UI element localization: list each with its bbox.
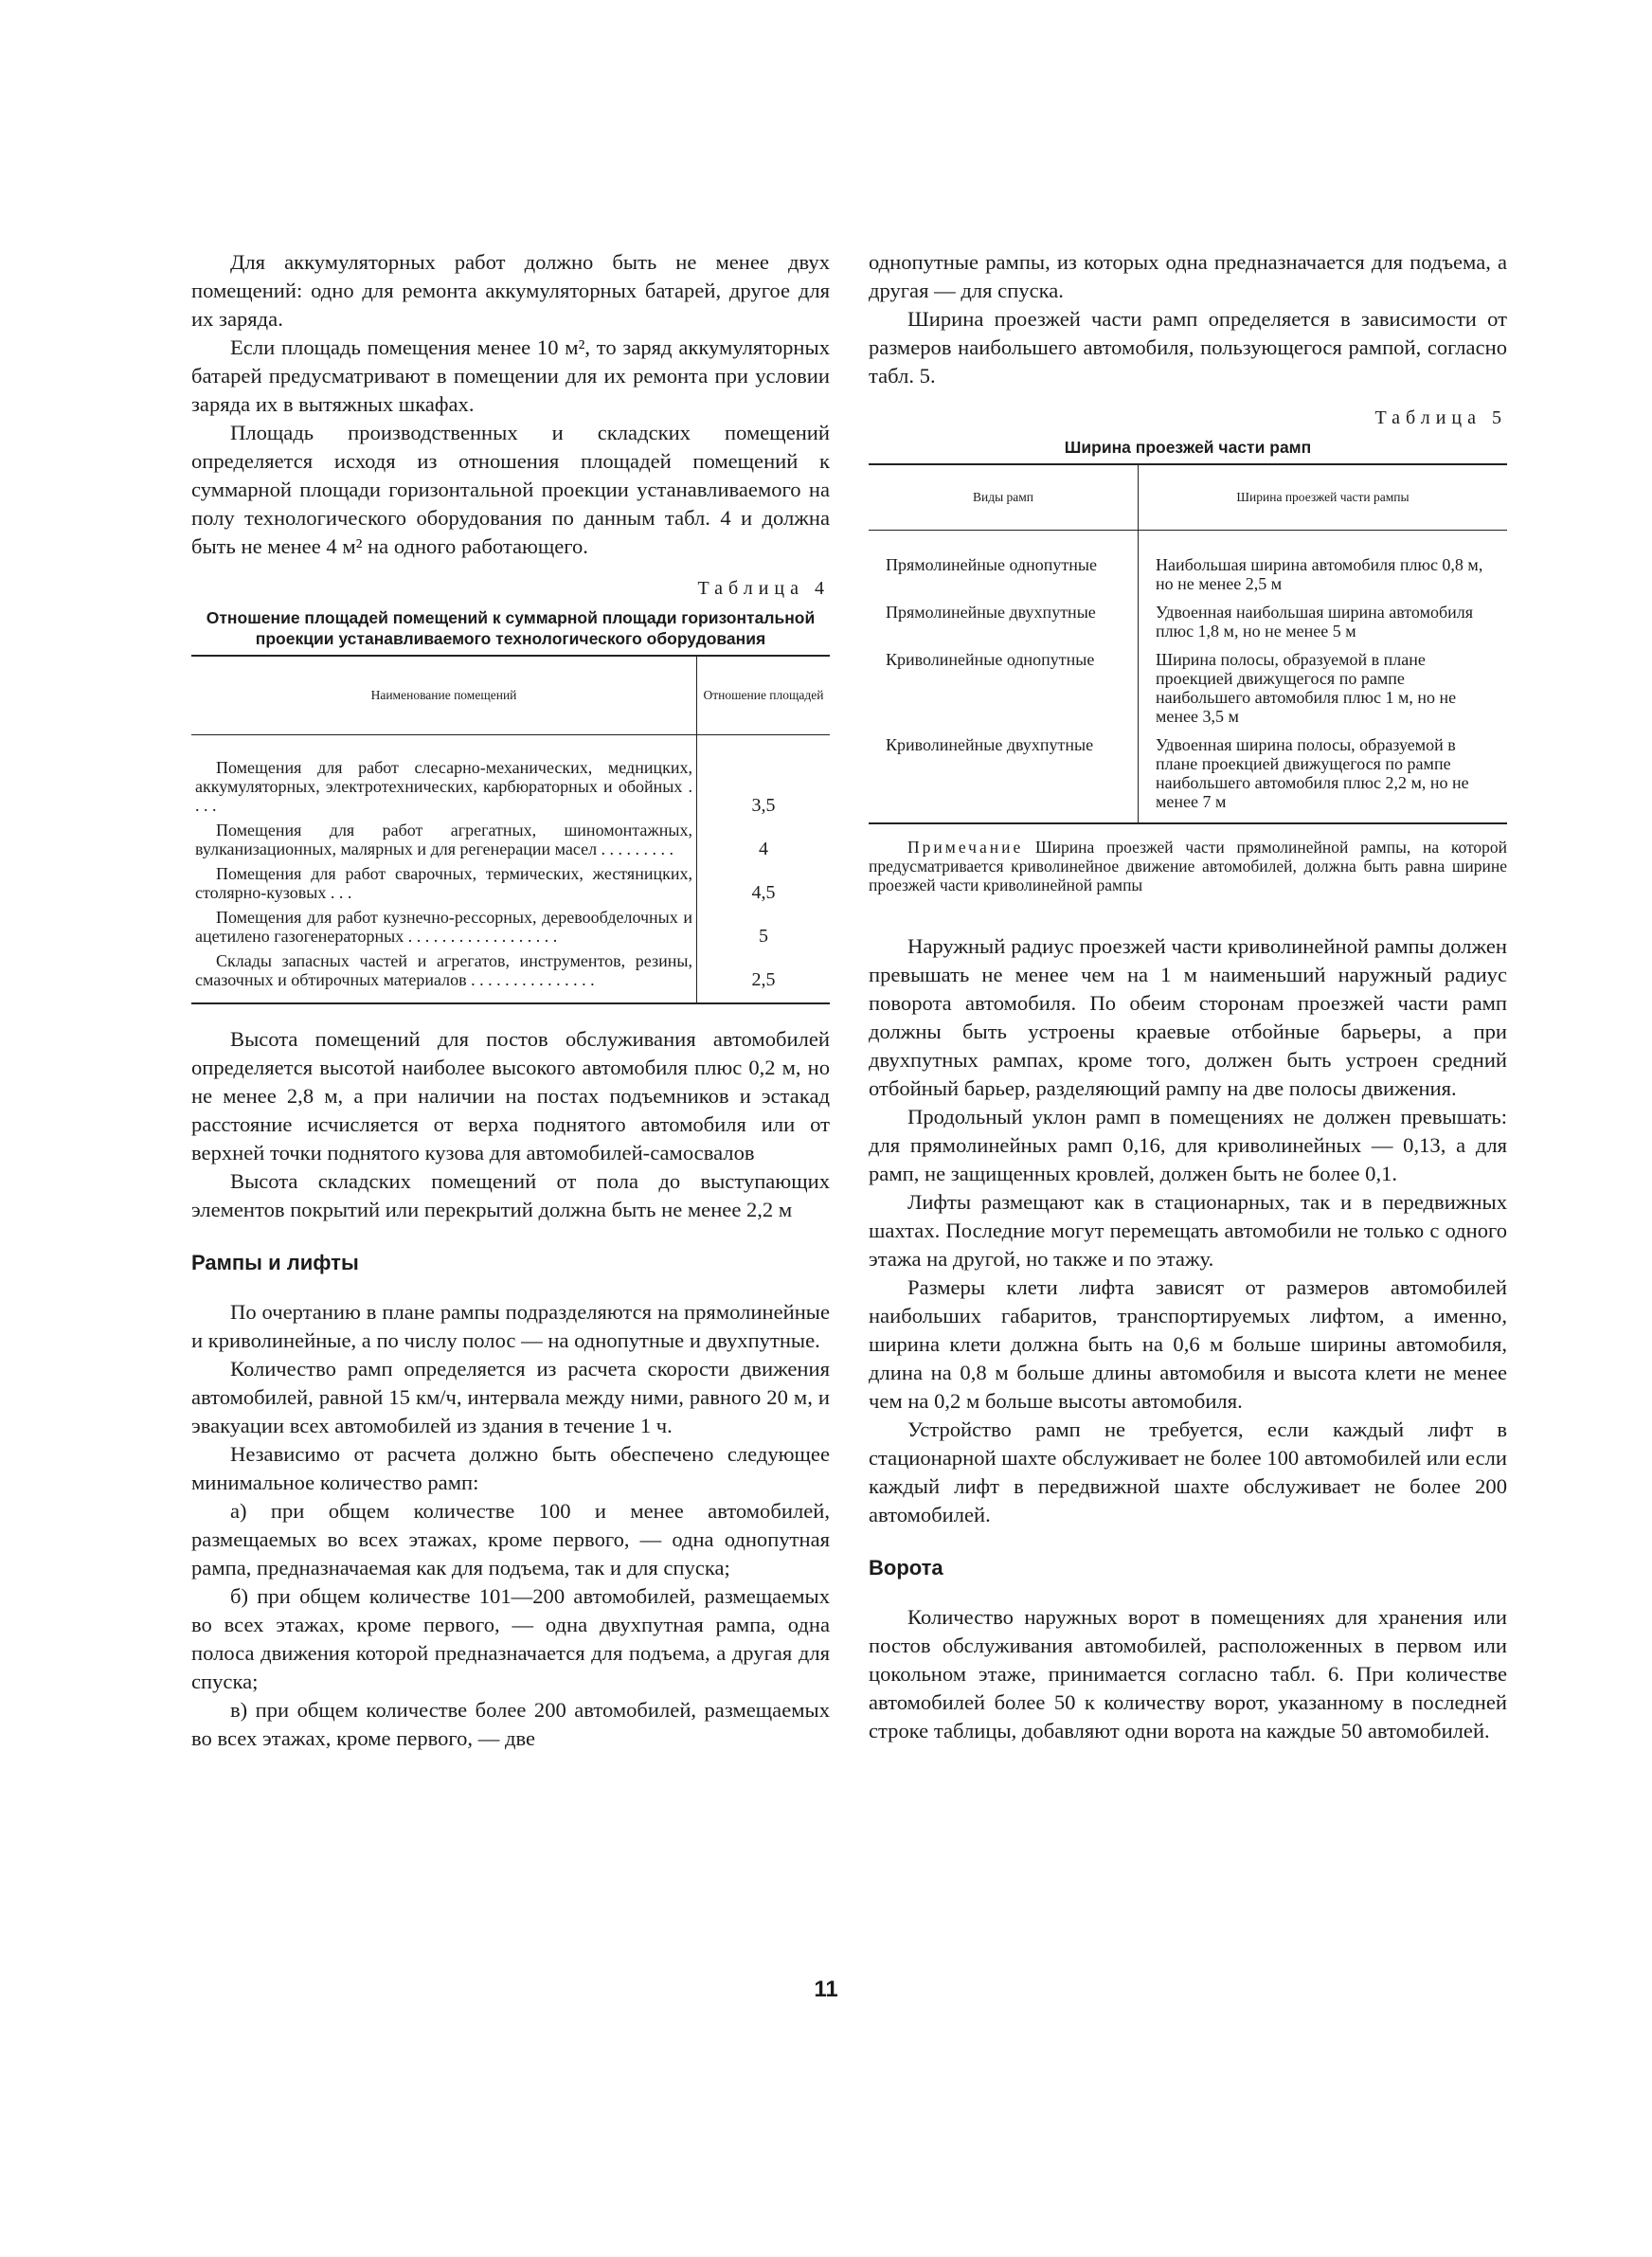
table-row [869, 531, 1507, 600]
table-4-caption: Таблица 4 [697, 578, 830, 599]
paragraph: Для аккумуляторных работ должно быть не менее двух помещений: одно для ремонта аккумуляторных батарей, другое для их заряда. [191, 250, 830, 331]
paragraph: Размеры клети лифта зависят от размеров автомобилей наибольших габаритов, транспортируемых лифтом, а именно, ширина клети должна быть на 0,6 м больше ширины автомобиля, длина на 0,8 м больше длины автомобиля и высота клети не менее чем на 0,2 м больше высоты автомобиля. [869, 1275, 1507, 1413]
room-name: Помещения для работ сварочных, термических, жестяницких, столярно-кузовых . . . [195, 864, 692, 902]
ratio-value: 3,5 [697, 735, 831, 822]
paragraph: Количество рамп определяется из расчета скорости движения автомобилей, равной 15 км/ч, интервала между ними, равного 20 м, и эвакуации всех автомобилей из здания в течение 1 ч. [191, 1357, 830, 1437]
ramp-kind: Прямолинейные двухпутные [886, 603, 1096, 622]
paragraph: Ширина проезжей части рамп определяется в зависимости от размеров наибольшего автомобиля, пользующегося рампой, согласно табл. 5. [869, 307, 1507, 388]
column-header-ramp-kind: Виды рамп [972, 490, 1034, 504]
ramp-width: Наибольшая ширина автомобиля плюс 0,8 м, но не менее 2,5 м [1139, 531, 1508, 600]
table-header-row [869, 464, 1507, 531]
list-item: а) при общем количестве 100 и менее автомобилей, размещаемых во всех этажах, кроме первого, — одна однопутная рампа, предназначаемая как для подъема, так и для спуска; [191, 1499, 830, 1580]
table-row [191, 821, 830, 864]
room-name: Помещения для работ слесарно-механических, медницких, аккумуляторных, электротехнических, карбюраторных и обойных . . . . [195, 758, 692, 815]
section-heading-gates: Ворота [869, 1556, 943, 1580]
list-item: б) при общем количестве 101—200 автомобилей, размещаемых во всех этажах, кроме первого, — одна двухпутная рампа, одна полоса движения которой предназначается для подъема, а другая для спуска; [191, 1584, 830, 1693]
ramp-width: Ширина полосы, образуемой в плане проекцией движущегося по рампе наибольшего автомобиля плюс 1 м, но не менее 3,5 м [1139, 646, 1508, 731]
ratio-value: 4 [697, 821, 831, 864]
table-4-title: Отношение площадей помещений к суммарной площади горизонтальной проекции устанавливаемого технологического оборудования [206, 608, 816, 648]
paragraph: Наружный радиус проезжей части криволинейной рампы должен превышать не менее чем на 1 м наименьший наружный радиус поворота автомобиля. По обеим сторонам проезжей части рамп должны быть устроены краевые отбойные барьеры, а при двухпутных рампах, кроме того, должен быть устроен средний отбойный барьер, разделяющий рампу на две полосы движения. [869, 934, 1507, 1100]
paragraph: Высота помещений для постов обслуживания автомобилей определяется высотой наиболее высокого автомобиля плюс 0,2 м, но не менее 2,8 м, а при наличии на постах подъемников и эстакад расстояние исчисляется от верха поднятого автомобиля или от верхней точки поднятого кузова для автомобилей-самосвалов [191, 1027, 830, 1165]
left-column [191, 248, 830, 1753]
note-label: Примечание [907, 838, 1024, 857]
column-header-ratio: Отношение площадей [697, 656, 831, 735]
ramp-width: Удвоенная наибольшая ширина автомобиля плюс 1,8 м, но не менее 5 м [1139, 599, 1508, 646]
ramp-kind: Криволинейные двухпутные [886, 735, 1094, 754]
room-name: Помещения для работ кузнечно-рессорных, деревообделочных и ацетилено газогенераторных . . . . . . . . . . . . . . . . . . [195, 908, 692, 946]
column-header-ramp-width: Ширина проезжей части рампы [1139, 464, 1508, 531]
ratio-value: 4,5 [697, 864, 831, 908]
paragraph: Продольный уклон рамп в помещениях не должен превышать: для прямолинейных рамп 0,16, для криволинейных — 0,13, а для рамп, не защищенных кровлей, должен быть не более 0,1. [869, 1105, 1507, 1185]
table-5-title: Ширина проезжей части рамп [1064, 438, 1312, 457]
paragraph: По очертанию в плане рампы подразделяются на прямолинейные и криволинейные, а по числу полос — на однопутные и двухпутные. [191, 1300, 830, 1352]
paragraph: Количество наружных ворот в помещениях для хранения или постов обслуживания автомобилей, расположенных в первом или цокольном этаже, принимается согласно табл. 6. При количестве автомобилей более 50 к количеству ворот, указанному в последней строке таблицы, добавляют одни ворота на каждые 50 автомобилей. [869, 1605, 1507, 1742]
list-item: в) при общем количестве более 200 автомобилей, размещаемых во всех этажах, кроме первого, — две [191, 1698, 830, 1750]
table-row [191, 908, 830, 951]
note-text: Ширина проезжей части прямолинейной рампы, на которой предусматривается криволинейное движение автомобилей, должна быть равна ширине проезжей части криволинейной рампы [869, 838, 1508, 894]
table-5 [869, 463, 1507, 824]
section-heading-ramps: Рампы и лифты [191, 1251, 359, 1274]
paragraph: Высота складских помещений от пола до выступающих элементов покрытий или перекрытий должна быть не менее 2,2 м [191, 1169, 830, 1221]
paragraph: Независимо от расчета должно быть обеспечено следующее минимальное количество рамп: [191, 1442, 830, 1494]
ratio-value: 2,5 [697, 951, 831, 1003]
room-name: Помещения для работ агрегатных, шиномонтажных, вулканизационных, малярных и для регенерации масел . . . . . . . . . [195, 821, 692, 858]
table-row [191, 864, 830, 908]
ramp-kind: Криволинейные однопутные [886, 650, 1095, 669]
paragraph: Устройство рамп не требуется, если каждый лифт в стационарной шахте обслуживает не более 100 автомобилей или если каждый лифт в передвижной шахте обслуживает не более 200 автомобилей. [869, 1417, 1507, 1526]
page-number: 11 [814, 1977, 838, 2002]
ratio-value: 5 [697, 908, 831, 951]
table-4 [191, 655, 830, 1004]
paragraph: Лифты размещают как в стационарных, так и в передвижных шахтах. Последние могут перемещать автомобили не только с одного этажа на другой, но также и по этажу. [869, 1190, 1507, 1271]
room-name: Склады запасных частей и агрегатов, инструментов, резины, смазочных и обтирочных материалов . . . . . . . . . . . . . . . [195, 951, 692, 989]
table-5-note [869, 838, 1507, 894]
column-header-room: Наименование помещений [370, 688, 517, 702]
paragraph: однопутные рампы, из которых одна предназначается для подъема, а другая — для спуска. [869, 250, 1507, 302]
paragraph: Площадь производственных и складских помещений определяется исходя из отношения площадей помещений к суммарной площади горизонтальной проекции устанавливаемого на полу технологического оборудования по данным табл. 4 и должна быть не менее 4 м² на одного работающего. [191, 421, 830, 558]
paragraph: Если площадь помещения менее 10 м², то заряд аккумуляторных батарей предусматривают в помещении для их ремонта при условии заряда их в вытяжных шкафах. [191, 335, 830, 416]
table-row [191, 951, 830, 1003]
table-5-caption: Таблица 5 [1374, 407, 1507, 428]
table-row [191, 735, 830, 822]
table-row [869, 646, 1507, 731]
ramp-width: Удвоенная ширина полосы, образуемой в плане проекцией движущегося по рампе наибольшего автомобиля плюс 2,2 м, но не менее 7 м [1139, 731, 1508, 823]
table-header-row [191, 656, 830, 735]
right-column [869, 248, 1507, 1745]
ramp-kind: Прямолинейные однопутные [886, 555, 1098, 574]
table-row [869, 599, 1507, 646]
table-row [869, 731, 1507, 823]
